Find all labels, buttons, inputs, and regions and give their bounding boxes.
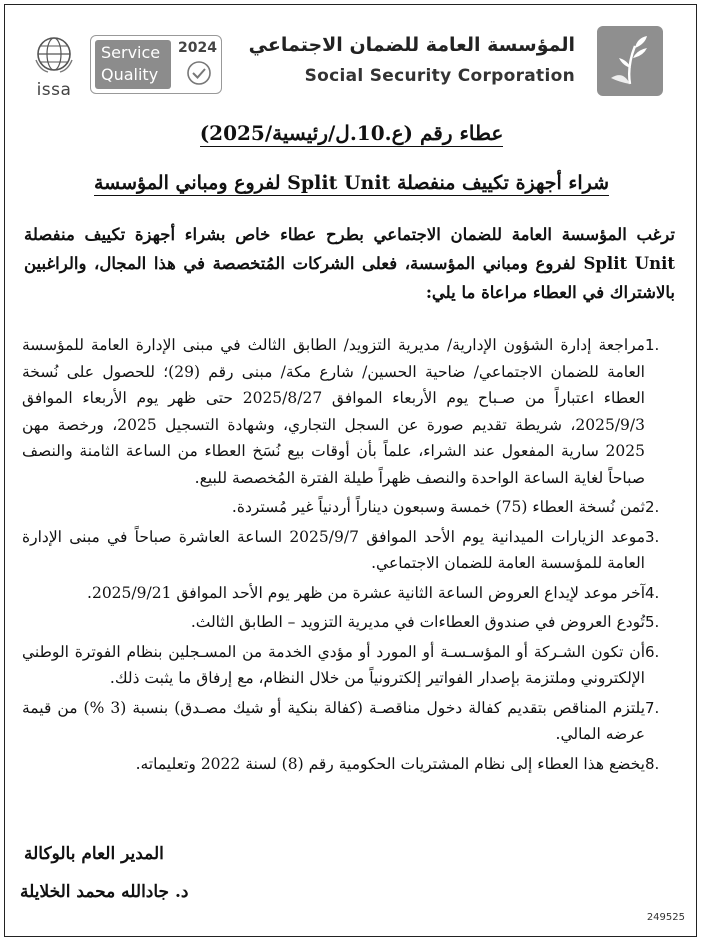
org-name-english: Social Security Corporation	[304, 66, 575, 86]
list-item	[22, 751, 675, 778]
item-number: .2	[645, 498, 660, 516]
tender-subject-title	[0, 172, 703, 194]
list-item	[22, 695, 675, 748]
tender-number-text: عطاء رقم (ع.10.ل/رئيسية/2025)	[199, 121, 504, 145]
service-quality-badge	[90, 35, 222, 94]
list-item	[22, 524, 675, 577]
item-text: يلتزم المناقص بتقديم كفالة دخول مناقصـة (كفالة بنكية أو شيك مصـدق) بنسبة (3 %) من قيمة عرضه المالي.	[22, 698, 646, 743]
item-text: موعد الزيارات الميدانية يوم الأحد الموافق 2025/9/7 الساعة العاشرة صباحاً في مبنى الإدارة العامة للمؤسسة العامة للضمان الاجتماعي.	[22, 527, 646, 572]
item-text: ثمن نُسخة العطاء (75) خمسة وسبعون ديناراً أردنياً غير مُستردة.	[231, 498, 645, 516]
tender-subject-text: شراء أجهزة تكييف منفصلة Split Unit لفروع ومباني المؤسسة	[93, 172, 610, 194]
item-number: .7	[645, 698, 660, 717]
item-number: .8	[645, 754, 660, 773]
globe-icon	[34, 34, 74, 74]
check-icon	[185, 60, 213, 86]
item-number: .3	[645, 527, 660, 546]
list-item	[22, 639, 675, 692]
item-text: يخضع هذا العطاء إلى نظام المشتريات الحكومية رقم (8) لسنة 2022 وتعليماته.	[135, 754, 645, 773]
item-number: .5	[645, 613, 660, 631]
item-number: .1	[645, 336, 660, 354]
item-text: أن تكون الشـركة أو المؤسـسـة أو المورد أو مؤدي الخدمة من المسـجلين بنظام الفوترة الوطني الإلكتروني وملتزمة بإصدار الفواتير إلكترونياً من خلال النظام، مع إرفاق ما يثبت ذلك.	[22, 642, 645, 687]
tender-intro: ترغب المؤسسة العامة للضمان الاجتماعي بطرح عطاء خاص بشراء أجهزة تكييف منفصلة Split Unit لفروع ومباني المؤسسة، فعلى الشركات المُتخصصة في هذا المجال، والراغبين بالاشتراك في العطاء مراعاة ما يلي:	[24, 225, 675, 302]
service-quality-year: 2024	[178, 40, 217, 56]
list-item	[22, 494, 675, 521]
issa-emblem	[30, 34, 78, 100]
tender-number-title	[0, 121, 703, 145]
reference-number: 249525	[646, 912, 685, 923]
signatory-title: المدير العام بالوكالة	[24, 844, 164, 864]
leaf-logo	[597, 26, 663, 96]
issa-label: issa	[36, 80, 72, 100]
service-quality-label	[95, 40, 171, 89]
item-number: .4	[645, 583, 660, 602]
service-quality-line1: Service	[101, 43, 161, 62]
item-text: آخر موعد لإيداع العروض الساعة الثانية عشرة من ظهر يوم الأحد الموافق 2025/9/21.	[87, 583, 645, 602]
org-name-arabic: المؤسسة العامة للضمان الاجتماعي	[248, 34, 575, 56]
item-text: مراجعة إدارة الشؤون الإدارية/ مديرية التزويد/ الطابق الثالث في مبنى الإدارة العامة للمؤسسة العامة للضمان الاجتماعي/ ضاحية الحسين/ شارع مكة/ مبنى رقم (29)؛ للحصول على نُسخة العطاء اعتباراً من صـباح يوم الأربعاء الموافق 2025/8/27 حتى ظهر يوم الأربعاء الموافق 2025/9/3، شريطة تقديم صورة عن السجل التجاري، وشهادة التسجيل 2025، ورخصة مهن 2025 سارية المفعول عند الشراء، علماً بأن أوقات بيع نُسَخ العطاء من الساعة الثامنة والنصف صباحاً لغاية الساعة الواحدة والنصف ظهراً طيلة الفترة المُخصصة للبيع.	[22, 336, 645, 487]
signatory-name: د. جادالله محمد الخلايلة	[20, 882, 189, 902]
list-item	[22, 580, 675, 607]
list-item	[22, 609, 675, 636]
item-number: .6	[645, 642, 660, 661]
service-quality-line2: Quality	[101, 65, 159, 84]
item-text: تُودع العروض في صندوق العطاءات في مديرية التزويد – الطابق الثالث.	[190, 613, 645, 631]
list-item	[22, 332, 675, 491]
tender-conditions-list	[22, 332, 675, 780]
